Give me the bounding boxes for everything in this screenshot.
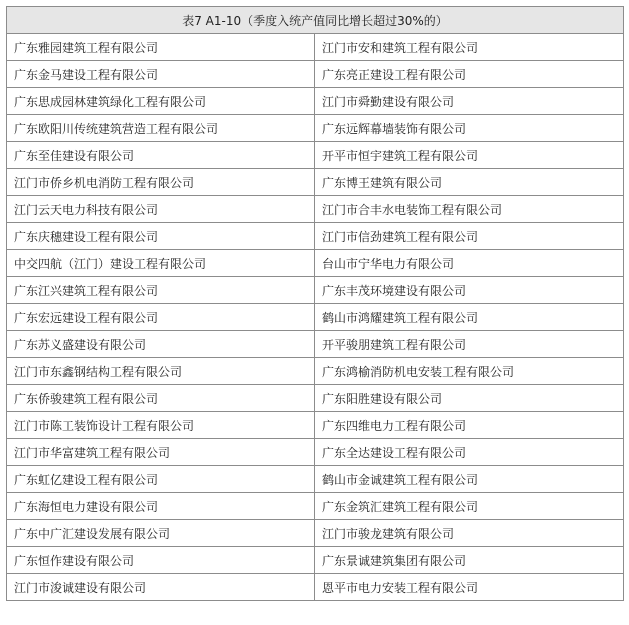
company-cell-left: 广东虹亿建设工程有限公司 (7, 466, 315, 493)
table-row (7, 277, 624, 304)
company-cell-right: 开平骏朋建筑工程有限公司 (315, 331, 624, 358)
table-row (7, 88, 624, 115)
company-cell-left: 江门云天电力科技有限公司 (7, 196, 315, 223)
company-cell-left: 广东侨骏建筑工程有限公司 (7, 385, 315, 412)
table-caption: 表7 A1-10（季度入统产值同比增长超过30%的） (7, 7, 624, 34)
table-row (7, 547, 624, 574)
company-cell-left: 广东思成园林建筑绿化工程有限公司 (7, 88, 315, 115)
company-cell-right: 江门市合丰水电装饰工程有限公司 (315, 196, 624, 223)
table-row (7, 142, 624, 169)
table-row (7, 115, 624, 142)
table-row (7, 304, 624, 331)
company-cell-left: 广东海恒电力建设有限公司 (7, 493, 315, 520)
company-cell-right: 恩平市电力安装工程有限公司 (315, 574, 624, 601)
table-row (7, 574, 624, 601)
company-cell-right: 江门市骏龙建筑有限公司 (315, 520, 624, 547)
company-cell-right: 广东景诚建筑集团有限公司 (315, 547, 624, 574)
table-row (7, 520, 624, 547)
company-cell-left: 广东宏远建设工程有限公司 (7, 304, 315, 331)
table-row (7, 223, 624, 250)
company-cell-right: 广东四维电力工程有限公司 (315, 412, 624, 439)
company-cell-right: 广东阳胜建设有限公司 (315, 385, 624, 412)
company-cell-right: 广东亮正建设工程有限公司 (315, 61, 624, 88)
company-cell-left: 广东至佳建设有限公司 (7, 142, 315, 169)
company-table (6, 6, 624, 601)
company-cell-right: 广东全达建设工程有限公司 (315, 439, 624, 466)
company-cell-left: 江门市侨乡机电消防工程有限公司 (7, 169, 315, 196)
company-cell-left: 广东金马建设工程有限公司 (7, 61, 315, 88)
company-cell-right: 江门市舜勤建设有限公司 (315, 88, 624, 115)
company-cell-right: 广东远辉幕墙装饰有限公司 (315, 115, 624, 142)
company-cell-right: 鹤山市金诚建筑工程有限公司 (315, 466, 624, 493)
table-row (7, 466, 624, 493)
table-row (7, 493, 624, 520)
company-cell-left: 江门市华富建筑工程有限公司 (7, 439, 315, 466)
company-cell-right: 广东博王建筑有限公司 (315, 169, 624, 196)
company-cell-left: 江门市陈工装饰设计工程有限公司 (7, 412, 315, 439)
company-cell-right: 台山市宁华电力有限公司 (315, 250, 624, 277)
table-row (7, 34, 624, 61)
table-row (7, 331, 624, 358)
company-cell-left: 中交四航（江门）建设工程有限公司 (7, 250, 315, 277)
company-cell-right: 鹤山市鸿耀建筑工程有限公司 (315, 304, 624, 331)
table-row (7, 358, 624, 385)
table-row (7, 412, 624, 439)
company-cell-left: 广东苏义盛建设有限公司 (7, 331, 315, 358)
company-cell-right: 江门市安和建筑工程有限公司 (315, 34, 624, 61)
table-caption-row (7, 7, 624, 34)
table-row (7, 439, 624, 466)
company-cell-left: 广东江兴建筑工程有限公司 (7, 277, 315, 304)
table-row (7, 196, 624, 223)
table-row (7, 250, 624, 277)
table-row (7, 169, 624, 196)
company-cell-right: 广东鸿榆消防机电安装工程有限公司 (315, 358, 624, 385)
company-cell-left: 江门市东鑫钢结构工程有限公司 (7, 358, 315, 385)
company-cell-right: 广东金筑汇建筑工程有限公司 (315, 493, 624, 520)
table-body (7, 34, 624, 601)
company-cell-left: 广东欧阳川传统建筑营造工程有限公司 (7, 115, 315, 142)
company-cell-right: 江门市信劲建筑工程有限公司 (315, 223, 624, 250)
company-cell-right: 广东丰茂环境建设有限公司 (315, 277, 624, 304)
table-row (7, 385, 624, 412)
company-cell-left: 广东庆穗建设工程有限公司 (7, 223, 315, 250)
company-cell-right: 开平市恒宇建筑工程有限公司 (315, 142, 624, 169)
table-row (7, 61, 624, 88)
company-cell-left: 广东恒作建设有限公司 (7, 547, 315, 574)
company-cell-left: 广东中广汇建设发展有限公司 (7, 520, 315, 547)
company-cell-left: 广东雅园建筑工程有限公司 (7, 34, 315, 61)
company-cell-left: 江门市浚诚建设有限公司 (7, 574, 315, 601)
